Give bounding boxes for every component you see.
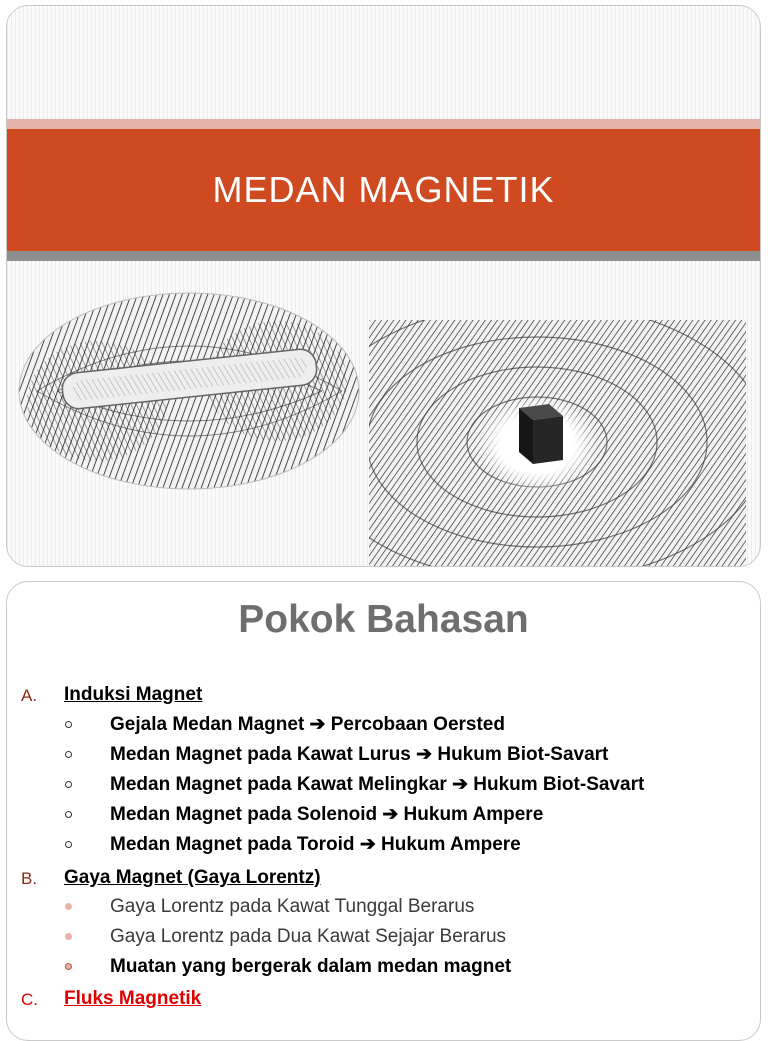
- content-slide: [6, 581, 761, 1041]
- slide-heading: Pokok Bahasan: [238, 598, 529, 641]
- list-item: Muatan yang bergerak dalam medan magnet: [110, 956, 512, 977]
- cube-magnet-iron-filings-image: [369, 320, 746, 566]
- section-marker: A.: [21, 686, 38, 705]
- bullet-circle-icon: [65, 781, 72, 788]
- bullet-circle-icon: [65, 811, 72, 818]
- bullet-circle-icon: [65, 751, 72, 758]
- section-label: Gaya Magnet (Gaya Lorentz): [64, 867, 321, 888]
- section-label: Induksi Magnet: [64, 684, 203, 705]
- list-item: Medan Magnet pada Solenoid ➔ Hukum Ampere: [110, 804, 544, 825]
- section-label: Fluks Magnetik: [64, 988, 202, 1009]
- section-marker: C.: [21, 990, 38, 1009]
- list-item: Medan Magnet pada Toroid ➔ Hukum Ampere: [110, 834, 521, 855]
- bullet-circle-icon: [65, 721, 72, 728]
- title-band-bottom-stripe: [7, 251, 760, 261]
- bar-magnet-iron-filings-image: [17, 291, 362, 491]
- list-item: Gaya Lorentz pada Dua Kawat Sejajar Berarus: [110, 926, 507, 947]
- list-item: Medan Magnet pada Kawat Lurus ➔ Hukum Biot-Savart: [110, 744, 609, 765]
- title-slide: [6, 5, 761, 567]
- list-item: Gejala Medan Magnet ➔ Percobaan Oersted: [110, 714, 505, 735]
- list-item: Medan Magnet pada Kawat Melingkar ➔ Hukum Biot-Savart: [110, 774, 645, 795]
- list-item: Gaya Lorentz pada Kawat Tunggal Berarus: [110, 896, 475, 917]
- bullet-dot-icon: [65, 903, 72, 910]
- bullet-dot-icon: [65, 933, 72, 940]
- bullet-circle-icon: [65, 841, 72, 848]
- magnet-cube: [519, 404, 563, 464]
- slide-title: MEDAN MAGNETIK: [212, 169, 555, 210]
- title-band-top-stripe: [7, 119, 760, 129]
- section-marker: B.: [21, 869, 38, 888]
- bullet-dot-icon: [65, 963, 72, 970]
